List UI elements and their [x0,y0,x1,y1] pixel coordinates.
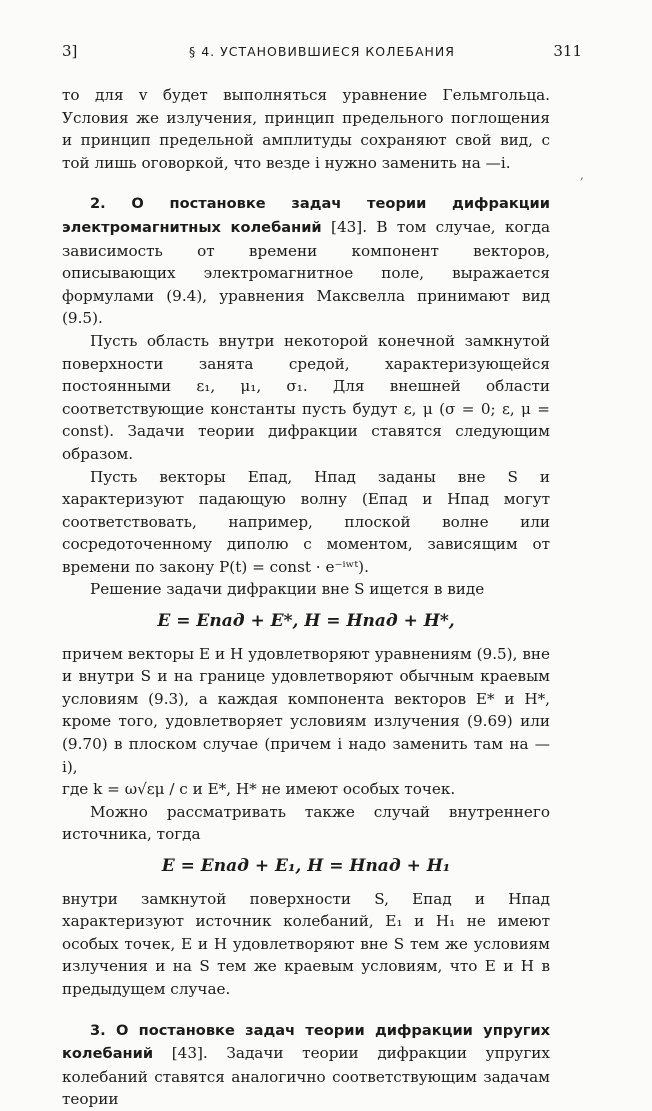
section-2-paragraph [62,192,550,330]
paragraph-incident-wave: Пусть векторы Eпад, Hпад заданы вне S и характеризуют падающую волну (Eпад и Hпад могут соответствовать, например, плоской волне или сосредоточенному диполю с моментом, зависящим от времени по закону P(t) = const · e⁻ⁱʷᵗ). [62,467,550,576]
formula-internal: E = Eпад + E₁, H = Hпад + H₁ [161,856,451,876]
section-3-paragraph [62,1019,550,1111]
paragraph-internal-conditions: внутри замкнутой поверхности S, Eпад и Hпад характеризуют источник колебаний, E₁ и H₁ не имеют особых точек, E и H удовлетворяют вне S тем же условиям излучения и на S тем же краевым условиям, что E и H в предыдущем случае. [62,889,550,998]
paragraph-medium: Пусть область внутри некоторой конечной замкнутой поверхности занята средой, характеризующейся постоянными ε₁, μ₁, σ₁. Для внешней области соответствующие константы пусть будут ε, μ (σ = 0; ε, μ = const). Задачи теории дифракции ставятся следующим образом. [62,331,550,463]
paragraph-internal-source: Можно рассматривать также случай внутреннего источника, тогда [62,802,550,844]
paragraph-wavenumber: где k = ω√εμ / c и E*, H* не имеют особых точек. [62,780,456,799]
running-header [62,42,582,66]
paragraph-conditions: причем векторы E и H удовлетворяют уравнениям (9.5), вне и внутри S и на границе удовлетворяют обычным краевым условиям (9.3), а каждая компонента векторов E* и H*, кроме того, удовлетворяет условиям излучения (9.69) или (9.70) в плоском случае (причем i надо заменить там на —i), [62,644,550,776]
section-2-intro: [43]. В том случае, когда зависимость от времени компонент векторов, описывающих электромагнитное поле, выражается формулами (9.4), уравнения Максвелла принимают вид (9.5). [62,217,551,328]
page-number: 311 [553,42,582,60]
margin-mark: , [580,168,584,182]
paragraph-solution-form: Решение задачи дифракции вне S ищется в виде [90,580,485,599]
running-title: § 4. УСТАНОВИВШИЕСЯ КОЛЕБАНИЯ [189,44,455,59]
section-3-title: 3. О постановке задач теории дифракции упругих колебаний [62,1021,550,1063]
section-3-intro: [43]. Задачи теории дифракции упругих колебаний ставятся аналогично соответствующим задачам теории [62,1044,550,1109]
formula-decomposition: E = Eпад + E*, H = Hпад + H*, [157,611,455,632]
paragraph-continuation: то для v будет выполняться уравнение Гельмгольца. Условия же излучения, принцип предельного поглощения и принцип предельной амплитуды сохраняют свой вид, с той лишь оговоркой, что везде i нужно заменить на —i. [62,86,550,172]
text-body [62,84,550,1111]
chapter-number: 3] [62,42,78,60]
section-2-title: 2. О постановке задач теории дифракции электромагнитных колебаний [62,195,550,236]
